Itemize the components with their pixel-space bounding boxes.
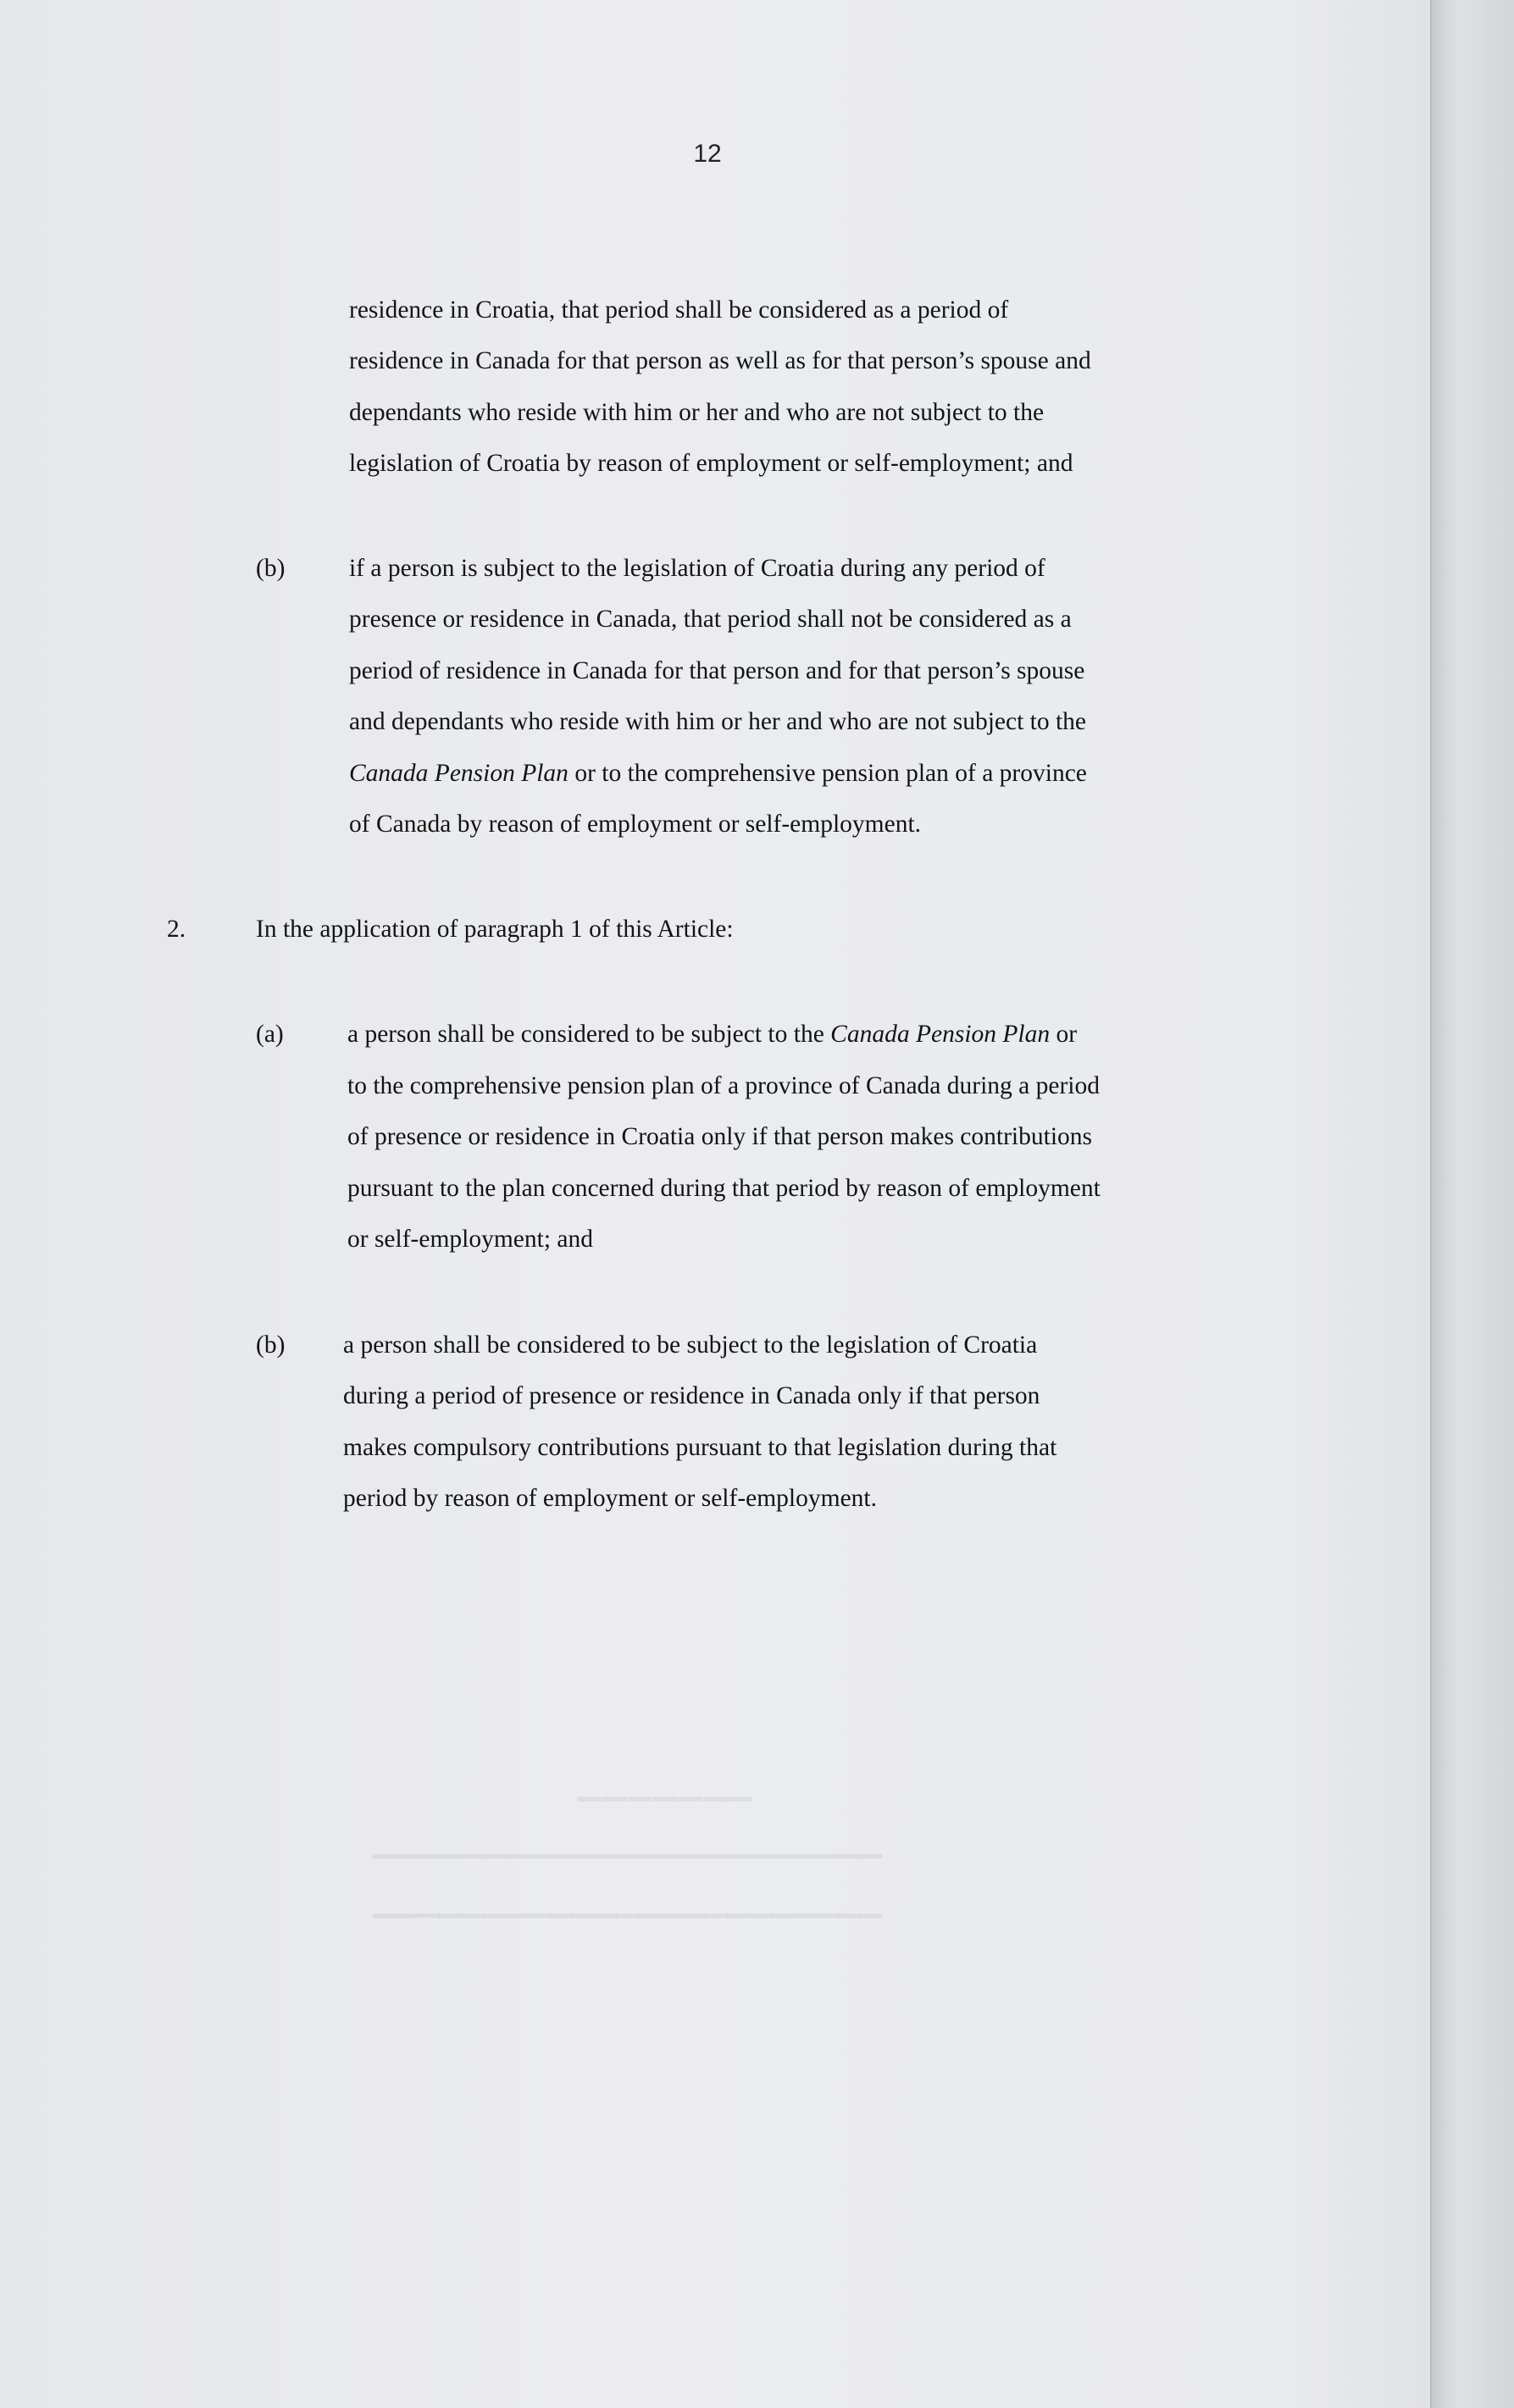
- bleed-through-subheading: ▁▁▁▁▁▁▁▁▁▁▁▁▁▁▁▁▁▁▁▁▁▁▁: [373, 1827, 883, 1858]
- para1-b-line-1: if a person is subject to the legislation of Croatia during any period of: [349, 555, 1045, 582]
- para2-b-line-1: a person shall be considered to be subject to the legislation of Croatia: [343, 1331, 1038, 1359]
- para2-b-line-2: during a period of presence or residence in Canada only if that person: [343, 1382, 1040, 1409]
- book-spine-shadow: [1430, 0, 1514, 2408]
- para2-intro: In the application of paragraph 1 of this Article:: [256, 916, 734, 943]
- para1-a-line-1: residence in Croatia, that period shall be considered as a period of: [349, 296, 1009, 324]
- para2-b-label: (b): [256, 1331, 286, 1359]
- para2-a-line-1-start: a person shall be considered to be subject to the: [347, 1021, 831, 1048]
- para1-a-line-3: dependants who reside with him or her and who are not subject to the: [349, 399, 1045, 426]
- para1-a-line-4: legislation of Croatia by reason of employment or self-employment; and: [349, 450, 1073, 477]
- page-number: 12: [693, 140, 722, 168]
- para2-b-line-4: period by reason of employment or self-employment.: [343, 1485, 877, 1512]
- para2-number: 2.: [167, 916, 186, 943]
- para2-a-line-1: [347, 1017, 1077, 1051]
- canada-pension-plan-title-2: Canada Pension Plan: [830, 1021, 1051, 1048]
- para1-b-line-5: [349, 756, 1087, 790]
- para1-b-line-4: and dependants who reside with him or her and who are not subject to the: [349, 708, 1087, 735]
- bleed-through-subheading-2: ▁▁▁▁▁▁▁▁▁▁▁▁▁▁▁▁▁▁▁▁▁▁▁: [373, 1886, 883, 1918]
- canada-pension-plan-title: Canada Pension Plan: [349, 760, 568, 787]
- para2-a-line-1-end: or: [1050, 1021, 1078, 1048]
- para1-b-line-6: of Canada by reason of employment or self-employment.: [349, 811, 922, 838]
- bleed-through-heading: ▁▁▁▁▁▁▁: [576, 1767, 752, 1801]
- para1-b-line-5-rest: or to the comprehensive pension plan of a province: [568, 760, 1087, 787]
- para2-a-line-3: of presence or residence in Croatia only if that person makes contributions: [347, 1123, 1092, 1150]
- para2-a-label: (a): [256, 1021, 284, 1048]
- para2-a-line-5: or self-employment; and: [347, 1226, 594, 1253]
- para2-a-line-4: pursuant to the plan concerned during that period by reason of employment: [347, 1175, 1101, 1202]
- para1-b-line-2: presence or residence in Canada, that period shall not be considered as a: [349, 606, 1072, 633]
- para1-b-label: (b): [256, 555, 286, 582]
- para1-a-line-2: residence in Canada for that person as well as for that person’s spouse and: [349, 347, 1091, 374]
- para2-a-line-2: to the comprehensive pension plan of a province of Canada during a period: [347, 1072, 1100, 1099]
- para2-b-line-3: makes compulsory contributions pursuant to that legislation during that: [343, 1434, 1057, 1461]
- para1-b-line-3: period of residence in Canada for that person and for that person’s spouse: [349, 657, 1085, 684]
